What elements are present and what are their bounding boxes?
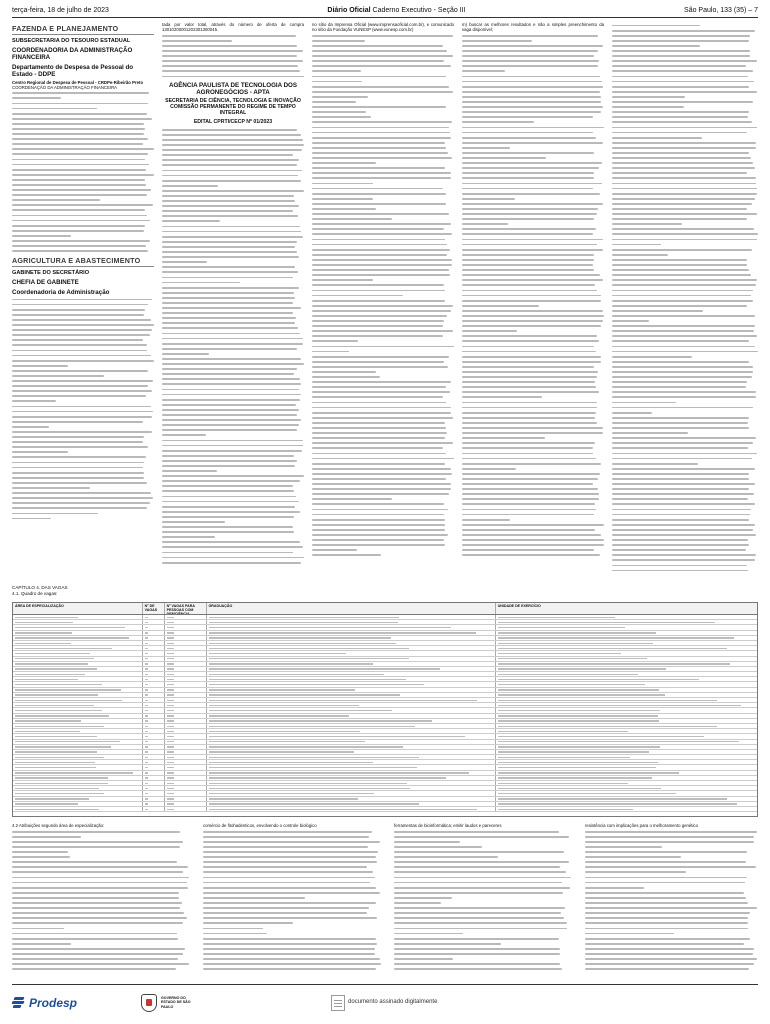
text-lines xyxy=(462,33,604,558)
table-cell xyxy=(165,631,207,635)
column-5 xyxy=(612,22,758,582)
body-text: Centro Regional de Despesa de Pessoal - CRDPe-Ribeirão Preto xyxy=(12,79,144,85)
body-text: m) buscar as melhores resultados e não a simples preenchimento da vaga disponível; xyxy=(462,22,604,33)
text-line xyxy=(12,967,190,972)
body-text: no sítio da Imprensa Oficial (www.imprensaoficial.com.br), e comunicado no sítio da Fundação VUNESP (www.vunesp.com.br) xyxy=(312,22,454,33)
table-cell xyxy=(13,760,143,764)
table-cell xyxy=(13,750,143,754)
table-cell xyxy=(165,745,207,749)
table-cell xyxy=(13,651,143,655)
block-heading: Coordenadoria de Administração xyxy=(12,288,110,296)
table-cell xyxy=(165,729,207,733)
body-text: resistência com implicações para o melhoramento genético xyxy=(585,823,698,828)
table-cell xyxy=(165,807,207,811)
table-cell xyxy=(165,677,207,681)
table-cell xyxy=(496,765,757,769)
section-title-agricultura: AGRICULTURA E ABASTECIMENTO xyxy=(12,255,141,265)
table-cell xyxy=(13,688,143,692)
table-cell xyxy=(207,708,496,712)
table-cell xyxy=(165,682,207,686)
table-cell xyxy=(143,672,165,676)
table-cell xyxy=(496,807,757,811)
table-cell xyxy=(13,625,143,629)
table-cell xyxy=(13,636,143,640)
table-cell xyxy=(207,615,496,619)
table-cell xyxy=(13,776,143,780)
table-cell xyxy=(207,781,496,785)
table-cell xyxy=(207,688,496,692)
table-cell xyxy=(165,781,207,785)
table-cell xyxy=(496,791,757,795)
table-cell xyxy=(207,714,496,718)
table-cell xyxy=(207,750,496,754)
lower-column-1 xyxy=(12,823,190,973)
block-heading: CHEFIA DE GABINETE xyxy=(12,278,79,286)
table-cell xyxy=(13,682,143,686)
table-cell xyxy=(207,698,496,702)
table-cell xyxy=(13,672,143,676)
table-cell xyxy=(496,615,757,619)
table-cell xyxy=(13,620,143,624)
body-text: 4.2 Atribuições segundo área de especialização: xyxy=(12,823,105,828)
table-cell xyxy=(207,745,496,749)
table-cell xyxy=(207,651,496,655)
table-cell xyxy=(143,719,165,723)
table-cell xyxy=(143,745,165,749)
table-cell xyxy=(13,765,143,769)
text-lines xyxy=(312,33,454,558)
header-date: terça-feira, 18 de julho de 2023 xyxy=(12,6,109,14)
text-lines xyxy=(12,91,154,254)
table-cell xyxy=(13,807,143,811)
table-cell xyxy=(496,703,757,707)
table-cell xyxy=(165,625,207,629)
table-cell xyxy=(207,662,496,666)
table-subtitle: 4.1. Quadro de vagas: xyxy=(12,591,58,596)
table-cell xyxy=(165,740,207,744)
table-cell xyxy=(207,620,496,624)
table-cell xyxy=(143,615,165,619)
table-cell xyxy=(165,708,207,712)
text-line xyxy=(12,516,154,521)
table-cell xyxy=(143,693,165,697)
table-cell xyxy=(165,667,207,671)
table-cell xyxy=(496,646,757,650)
table-cell xyxy=(496,693,757,697)
text-line xyxy=(312,553,454,558)
text-lines xyxy=(394,829,572,972)
document-icon xyxy=(331,995,345,1011)
table-cell xyxy=(496,625,757,629)
table-cell xyxy=(207,765,496,769)
block-heading: EDITAL CPRTI/CECP Nº 01/2023 xyxy=(193,119,273,126)
table-cell xyxy=(496,641,757,645)
table-cell xyxy=(165,724,207,728)
table-cell xyxy=(207,802,496,806)
table-cell xyxy=(143,729,165,733)
table-cell xyxy=(496,734,757,738)
table-cell xyxy=(496,719,757,723)
table-cell xyxy=(207,760,496,764)
table-cell xyxy=(13,797,143,801)
table-cell xyxy=(207,636,496,640)
table-cell xyxy=(143,724,165,728)
publication-name: Diário Oficial xyxy=(327,6,371,14)
prodesp-logo xyxy=(12,996,77,1010)
table-cell xyxy=(13,677,143,681)
text-lines xyxy=(203,829,381,972)
text-line xyxy=(162,560,304,565)
vacancy-table xyxy=(12,602,758,817)
body-text: COORDENAÇÃO DA ADMINISTRAÇÃO FINANCEIRA xyxy=(12,84,118,90)
table-cell xyxy=(165,791,207,795)
column-header: UNIDADE DE EXERCÍCIO xyxy=(497,604,541,608)
table-cell xyxy=(207,807,496,811)
table-cell xyxy=(13,734,143,738)
table-cell xyxy=(207,734,496,738)
table-cell xyxy=(13,641,143,645)
table-cell xyxy=(207,740,496,744)
chapter-title: CAPÍTULO 4. DAS VAGAS xyxy=(12,585,68,590)
table-cell xyxy=(165,755,207,759)
table-cell xyxy=(143,781,165,785)
table-caption xyxy=(12,585,68,597)
table-cell xyxy=(165,771,207,775)
body-text: tada por valor total, através do número de oferta de compra 13010200001202301300045. xyxy=(162,22,304,33)
table-cell xyxy=(165,703,207,707)
table-cell xyxy=(207,719,496,723)
table-cell xyxy=(496,672,757,676)
text-line xyxy=(12,249,154,254)
block-heading: COORDENADORIA DA ADMINISTRAÇÃO FINANCEIRA xyxy=(12,47,133,62)
subsection-title: SUBSECRETARIA DO TESOURO ESTADUAL xyxy=(12,38,131,44)
table-cell xyxy=(496,714,757,718)
page-header xyxy=(12,4,758,16)
table-cell xyxy=(165,615,207,619)
table-cell xyxy=(165,802,207,806)
table-cell xyxy=(165,734,207,738)
table-cell xyxy=(496,657,757,661)
table-cell xyxy=(165,797,207,801)
prodesp-logo-icon xyxy=(12,997,26,1009)
table-cell xyxy=(207,755,496,759)
text-lines xyxy=(162,33,304,79)
table-cell xyxy=(496,729,757,733)
table-cell xyxy=(165,662,207,666)
table-cell xyxy=(165,776,207,780)
table-cell xyxy=(13,693,143,697)
table-cell xyxy=(143,646,165,650)
table-cell xyxy=(13,740,143,744)
table-cell xyxy=(13,802,143,806)
table-cell xyxy=(13,745,143,749)
table-cell xyxy=(13,755,143,759)
table-cell xyxy=(496,802,757,806)
table-cell xyxy=(207,667,496,671)
table-cell xyxy=(143,765,165,769)
table-cell xyxy=(143,760,165,764)
section-divider xyxy=(12,266,154,267)
text-line xyxy=(612,568,758,573)
block-heading: Departamento de Despesa de Pessoal do Estado - DDPE xyxy=(12,64,134,79)
block-heading: SECRETARIA DE CIÊNCIA, TECNOLOGIA E INOVAÇÃO COMISSÃO PERMANENTE DO REGIME DE TEMPO INTEGRAL xyxy=(165,98,301,117)
table-cell xyxy=(496,651,757,655)
table-cell xyxy=(165,719,207,723)
table-cell xyxy=(143,734,165,738)
table-cell xyxy=(13,724,143,728)
publication-title xyxy=(327,7,465,14)
table-cell xyxy=(143,636,165,640)
table-cell xyxy=(143,714,165,718)
table-cell xyxy=(13,714,143,718)
table-cell xyxy=(165,620,207,624)
table-cell xyxy=(13,662,143,666)
table-cell xyxy=(496,677,757,681)
table-cell xyxy=(496,750,757,754)
table-cell xyxy=(496,682,757,686)
table-cell xyxy=(496,786,757,790)
table-cell xyxy=(496,708,757,712)
digital-signature-stamp xyxy=(331,995,437,1011)
table-cell xyxy=(165,765,207,769)
column-header: ÁREA DE ESPECIALIZAÇÃO xyxy=(13,603,143,614)
block-heading: AGÊNCIA PAULISTA DE TECNOLOGIA DOS AGRONEGÓCIOS - APTA xyxy=(169,82,297,97)
table-cell xyxy=(207,771,496,775)
table-cell xyxy=(496,688,757,692)
table-cell xyxy=(13,657,143,661)
table-cell xyxy=(496,797,757,801)
table-cell xyxy=(165,646,207,650)
table-cell xyxy=(13,646,143,650)
table-cell xyxy=(143,641,165,645)
text-lines xyxy=(585,829,758,972)
table-cell xyxy=(143,698,165,702)
prodesp-wordmark: Prodesp xyxy=(29,995,78,1010)
text-line xyxy=(162,74,304,79)
table-cell xyxy=(143,776,165,780)
table-header-row xyxy=(13,603,757,615)
table-cell xyxy=(207,776,496,780)
table-cell xyxy=(13,631,143,635)
table-cell xyxy=(207,677,496,681)
table-cell xyxy=(13,615,143,619)
table-cell xyxy=(143,755,165,759)
table-cell xyxy=(165,760,207,764)
text-line xyxy=(462,553,604,558)
table-cell xyxy=(143,688,165,692)
table-cell xyxy=(143,625,165,629)
section-divider xyxy=(12,34,154,35)
table-cell xyxy=(143,740,165,744)
table-cell xyxy=(207,729,496,733)
table-cell xyxy=(143,703,165,707)
table-cell xyxy=(207,625,496,629)
text-line xyxy=(203,967,381,972)
table-cell xyxy=(496,724,757,728)
text-line xyxy=(394,967,572,972)
table-cell xyxy=(143,677,165,681)
table-body xyxy=(13,615,757,812)
table-cell xyxy=(165,657,207,661)
column-header: Nº DE VAGAS xyxy=(143,603,165,614)
table-cell xyxy=(496,631,757,635)
table-cell xyxy=(13,786,143,790)
issue-number: São Paulo, 133 (35) – 7 xyxy=(684,6,758,14)
table-cell xyxy=(165,672,207,676)
table-cell xyxy=(207,631,496,635)
table-cell xyxy=(143,682,165,686)
table-cell xyxy=(143,657,165,661)
column-3 xyxy=(312,22,454,582)
table-cell xyxy=(496,636,757,640)
table-cell xyxy=(143,708,165,712)
table-cell xyxy=(496,662,757,666)
body-text: ferramentas de bioinformática; emitir laudos e pareceres xyxy=(394,823,502,828)
table-cell xyxy=(143,802,165,806)
lower-column-3 xyxy=(394,823,572,973)
table-cell xyxy=(496,776,757,780)
table-cell xyxy=(496,781,757,785)
government-logo xyxy=(141,994,201,1012)
table-cell xyxy=(165,698,207,702)
table-cell xyxy=(165,750,207,754)
table-cell xyxy=(143,620,165,624)
table-cell xyxy=(143,631,165,635)
table-cell xyxy=(143,651,165,655)
table-cell xyxy=(143,667,165,671)
table-cell xyxy=(13,667,143,671)
table-cell xyxy=(207,646,496,650)
text-lines xyxy=(162,127,304,565)
table-cell xyxy=(165,651,207,655)
publication-section: Caderno Executivo - Seção III xyxy=(370,6,466,14)
table-cell xyxy=(165,636,207,640)
table-cell xyxy=(143,786,165,790)
table-cell xyxy=(207,657,496,661)
table-cell xyxy=(496,740,757,744)
table-cell xyxy=(496,760,757,764)
table-cell xyxy=(13,708,143,712)
table-cell xyxy=(13,703,143,707)
section-title-fazenda: FAZENDA E PLANEJAMENTO xyxy=(12,24,119,33)
body-text: comércio de fitohadenticos, envolvendo o controle biológico xyxy=(203,823,317,828)
table-cell xyxy=(207,641,496,645)
state-crest-icon xyxy=(141,994,157,1012)
table-cell xyxy=(165,693,207,697)
government-label: GOVERNO DO ESTADO DE SÃO PAULO xyxy=(161,995,191,1009)
table-cell xyxy=(13,791,143,795)
table-cell xyxy=(13,771,143,775)
table-cell xyxy=(496,755,757,759)
table-cell xyxy=(143,750,165,754)
lower-column-4 xyxy=(585,823,758,973)
table-cell xyxy=(165,641,207,645)
table-cell xyxy=(496,745,757,749)
table-cell xyxy=(207,703,496,707)
table-cell xyxy=(165,688,207,692)
column-4 xyxy=(462,22,604,582)
column-header: Nº VAGAS PARA PESSOAS COM DEFICIÊNCIA xyxy=(165,603,207,614)
table-cell xyxy=(496,667,757,671)
table-cell xyxy=(207,682,496,686)
table-cell xyxy=(13,719,143,723)
table-cell xyxy=(496,698,757,702)
table-cell xyxy=(207,693,496,697)
table-cell xyxy=(207,672,496,676)
column-1 xyxy=(12,22,154,582)
table-cell xyxy=(13,781,143,785)
table-cell xyxy=(496,620,757,624)
column-2 xyxy=(162,22,304,582)
table-cell xyxy=(165,714,207,718)
header-divider xyxy=(12,17,758,18)
table-row xyxy=(13,807,757,812)
page-footer xyxy=(12,984,758,1020)
lower-column-2 xyxy=(203,823,381,973)
table-cell xyxy=(143,771,165,775)
table-cell xyxy=(13,729,143,733)
table-cell xyxy=(143,662,165,666)
column-header: GRADUAÇÃO xyxy=(207,603,496,614)
text-lines xyxy=(612,23,758,573)
text-lines xyxy=(12,297,154,521)
text-line xyxy=(585,967,758,972)
subsection-title: GABINETE DO SECRETÁRIO xyxy=(12,269,90,276)
table-cell xyxy=(143,807,165,811)
table-cell xyxy=(207,786,496,790)
signature-label: documento assinado digitalmente xyxy=(348,999,438,1006)
table-cell xyxy=(143,791,165,795)
table-cell xyxy=(496,771,757,775)
table-cell xyxy=(165,786,207,790)
table-cell xyxy=(207,791,496,795)
table-cell xyxy=(143,797,165,801)
table-cell xyxy=(207,797,496,801)
table-cell xyxy=(207,724,496,728)
text-lines xyxy=(12,829,190,972)
table-cell xyxy=(13,698,143,702)
